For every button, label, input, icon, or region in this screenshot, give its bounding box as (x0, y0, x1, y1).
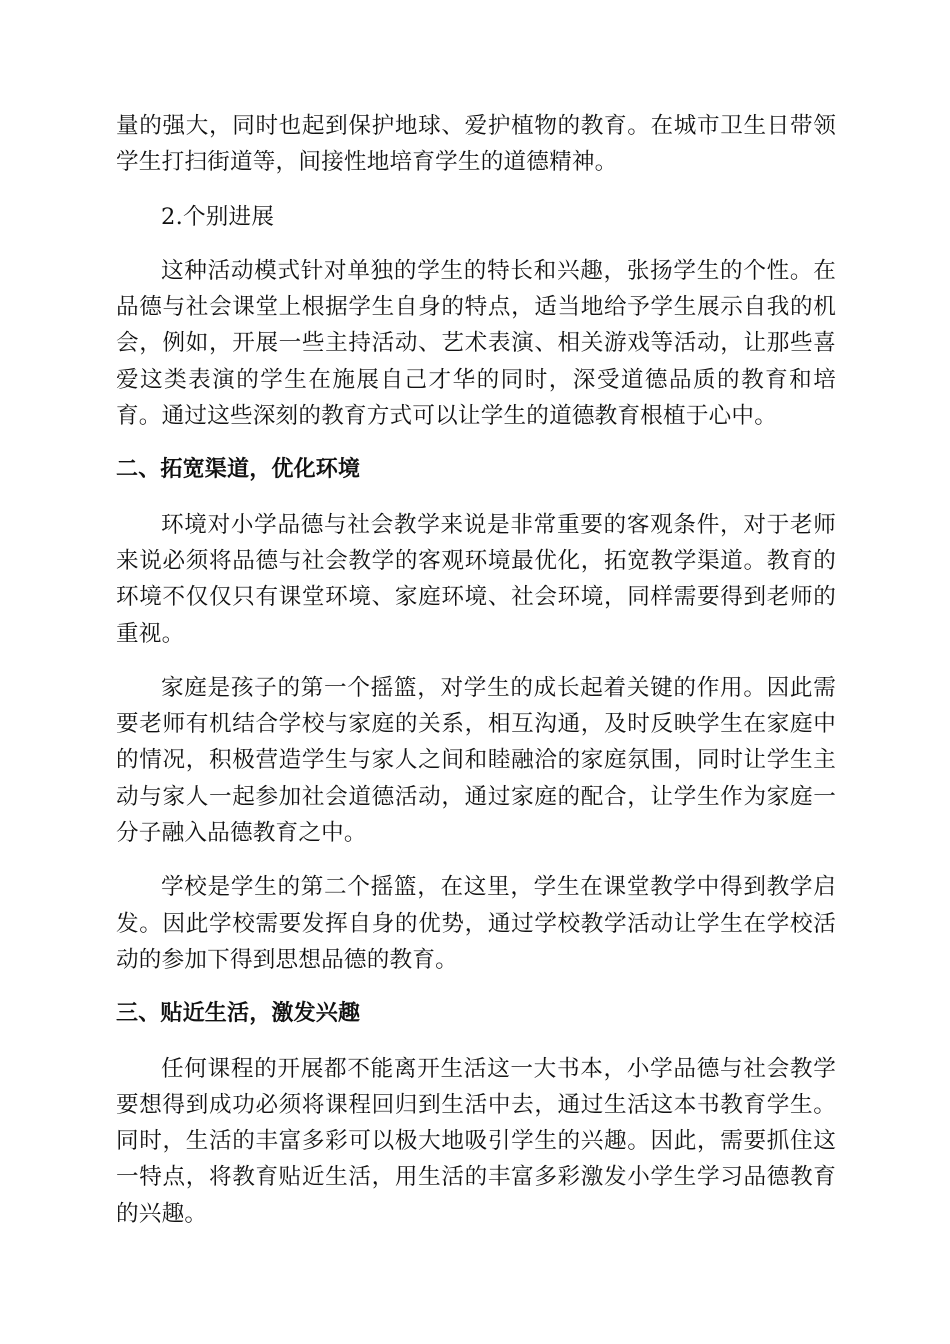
paragraph-life: 任何课程的开展都不能离开生活这一大书本，小学品德与社会教学要想得到成功必须将课程回归到生活中去，通过生活这本书教育学生。同时，生活的丰富多彩可以极大地吸引学生的兴趣。因此，需要抓住这一特点，将教育贴近生活，用生活的丰富多彩激发小学生学习品德教育的兴趣。 (116, 1055, 836, 1227)
paragraph-individual-progress: 这种活动模式针对单独的学生的特长和兴趣，张扬学生的个性。在品德与社会课堂上根据学生自身的特点，适当地给予学生展示自我的机会，例如，开展一些主持活动、艺术表演、相关游戏等活动，让那些喜爱这类表演的学生在施展自己才华的同时，深受道德品质的教育和培育。通过这些深刻的教育方式可以让学生的道德教育根植于心中。 (116, 257, 836, 430)
paragraph-environment: 环境对小学品德与社会教学来说是非常重要的客观条件，对于老师来说必须将品德与社会教学的客观环境最优化，拓宽教学渠道。教育的环境不仅仅只有课堂环境、家庭环境、社会环境，同样需要得到老师的重视。 (116, 511, 836, 647)
paragraph-school: 学校是学生的第二个摇篮，在这里，学生在课堂教学中得到教学启发。因此学校需要发挥自身的优势，通过学校教学活动让学生在学校活动的参加下得到思想品德的教育。 (116, 874, 836, 973)
document-body (116, 108, 836, 1250)
section-heading-close-to-life: 三、贴近生活，激发兴趣 (116, 1001, 361, 1027)
paragraph-intro: 量的强大，同时也起到保护地球、爱护植物的教育。在城市卫生日带领学生打扫街道等，间接性地培育学生的道德精神。 (116, 113, 836, 176)
paragraph-family: 家庭是孩子的第一个摇篮，对学生的成长起着关键的作用。因此需要老师有机结合学校与家庭的关系，相互沟通，及时反映学生在家庭中的情况，积极营造学生与家人之间和睦融洽的家庭氛围，同时让学生主动与家人一起参加社会道德活动，通过家庭的配合，让学生作为家庭一分子融入品德教育之中。 (116, 674, 836, 847)
section-heading-broaden-channels: 二、拓宽渠道，优化环境 (116, 457, 361, 483)
subheading-individual-progress: 2.个别进展 (161, 203, 275, 230)
